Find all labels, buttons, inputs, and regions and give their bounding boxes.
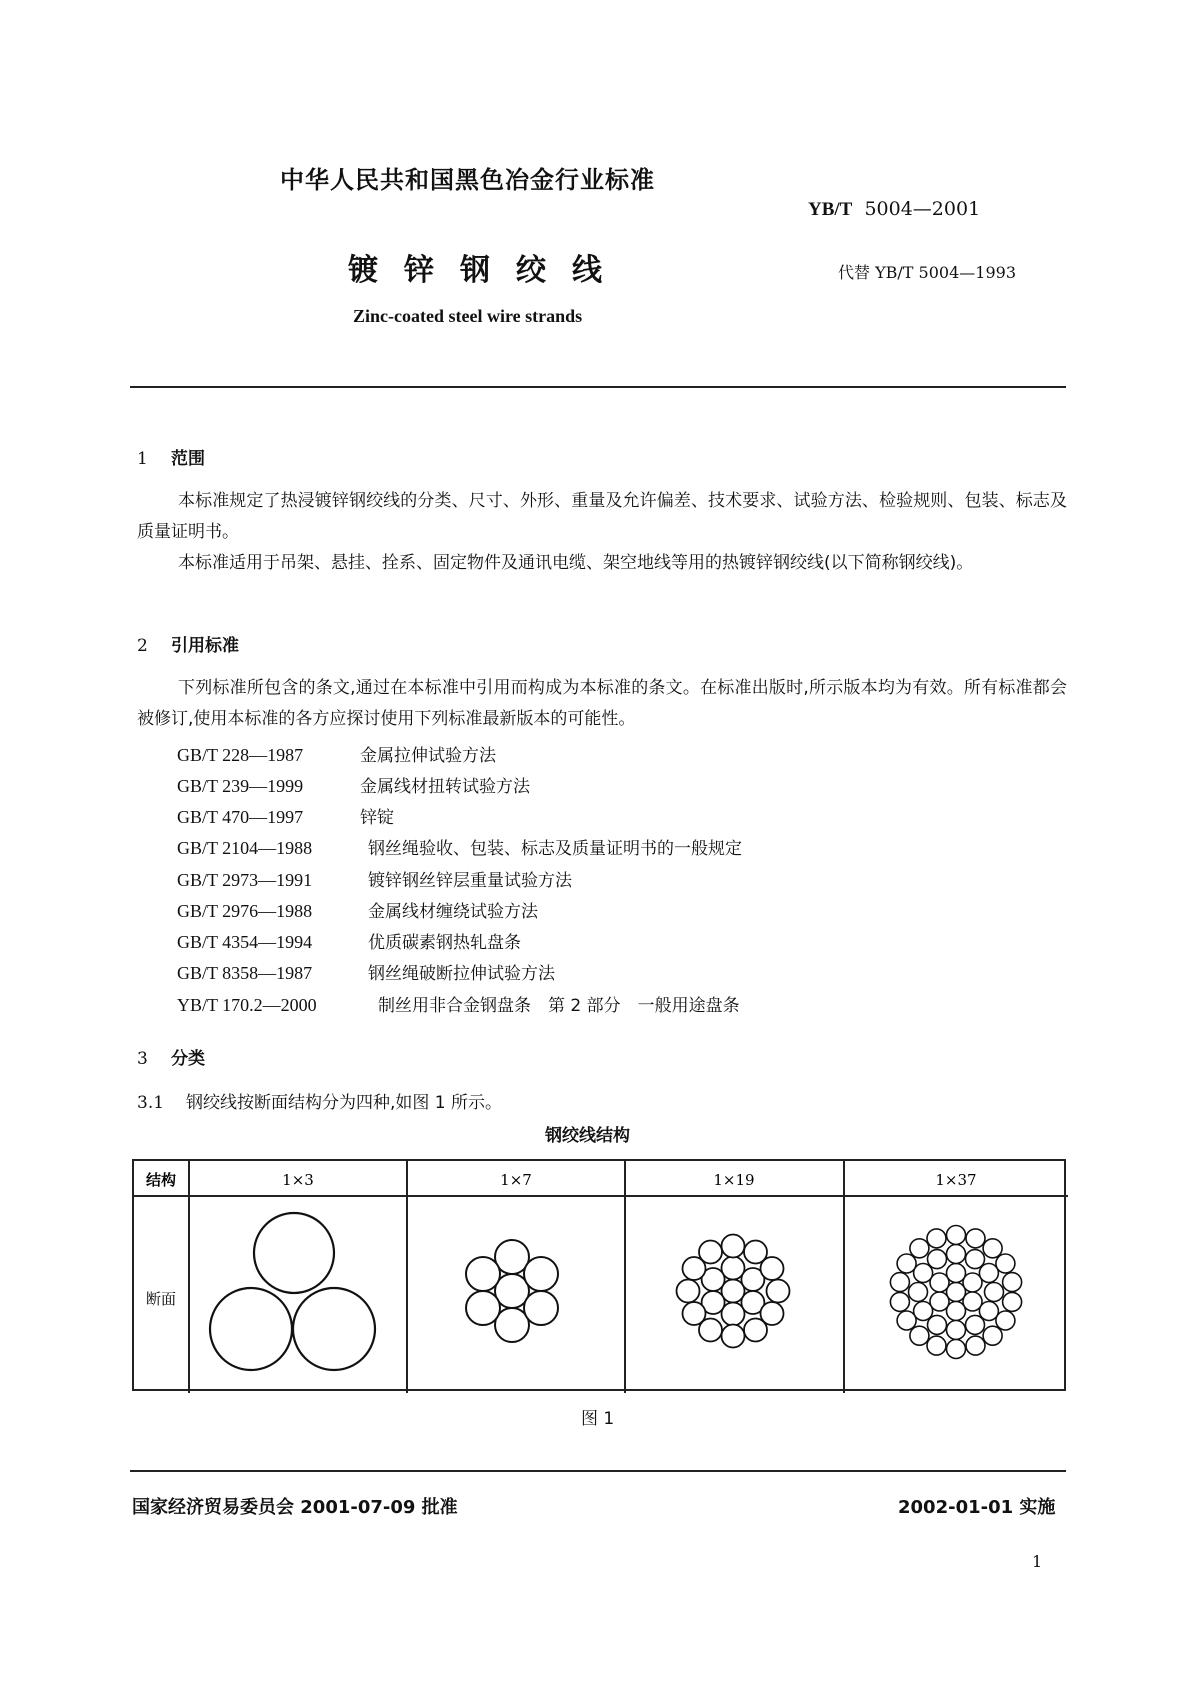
reference-name: 制丝用非合金钢盘条 第 2 部分 一般用途盘条	[378, 996, 740, 1016]
wire-circle	[966, 1336, 985, 1355]
wire-circle	[928, 1250, 947, 1269]
reference-item	[177, 991, 740, 1016]
section-number: 2	[137, 636, 148, 656]
reference-item	[177, 866, 572, 891]
footer-divider	[130, 1470, 1066, 1472]
wire-circle	[966, 1229, 985, 1248]
wire-circle	[947, 1245, 966, 1264]
section-title: 范围	[171, 449, 205, 469]
reference-item	[177, 928, 521, 953]
reference-code: GB/T 228—1987	[177, 745, 304, 765]
reference-code: GB/T 470—1997	[177, 807, 304, 827]
wire-circle	[909, 1283, 928, 1302]
wire-circle	[985, 1283, 1004, 1302]
reference-code: GB/T 2976—1988	[177, 901, 313, 921]
strand-structure-figure	[134, 1161, 1068, 1393]
section-3-heading	[137, 1044, 205, 1069]
reference-name: 金属线材缠绕试验方法	[368, 902, 538, 922]
wire-circle	[947, 1340, 966, 1359]
reference-name: 金属拉伸试验方法	[360, 746, 496, 766]
reference-item	[177, 772, 530, 797]
reference-name: 钢丝绳破断拉伸试验方法	[368, 964, 555, 984]
reference-code: YB/T 170.2—2000	[177, 995, 317, 1015]
document-title: 镀锌钢绞线	[348, 253, 628, 288]
reference-name: 金属线材扭转试验方法	[360, 777, 530, 797]
reference-item	[177, 834, 742, 859]
wire-circle	[293, 1288, 375, 1370]
subsection-number: 3.1	[137, 1093, 165, 1113]
wire-circle	[524, 1291, 558, 1325]
wire-circle	[897, 1311, 916, 1330]
section-2-heading	[137, 631, 239, 656]
row-header-structure: 结构	[145, 1171, 177, 1189]
column-label-1x19: 1×19	[713, 1171, 755, 1189]
section-1-heading	[137, 444, 205, 469]
cross-section-1x37	[890, 1226, 1021, 1359]
reference-name: 优质碳素钢热轧盘条	[368, 933, 521, 953]
section-title: 分类	[171, 1049, 205, 1069]
subsection-text: 钢绞线按断面结构分为四种,如图 1 所示。	[186, 1093, 503, 1113]
effective-date: 2002-01-01 实施	[898, 1497, 1056, 1518]
wire-circle	[966, 1315, 985, 1334]
wire-circle	[210, 1288, 292, 1370]
reference-name: 锌锭	[360, 808, 394, 828]
header-divider	[130, 386, 1066, 388]
replaces-standard: 代替 YB/T 5004—1993	[838, 263, 1016, 282]
cross-section-1x3	[210, 1213, 375, 1370]
reference-code: GB/T 239—1999	[177, 776, 304, 796]
standard-code-number: 5004—2001	[864, 198, 981, 220]
reference-code: GB/T 4354—1994	[177, 932, 313, 952]
approval-date: 国家经济贸易委员会 2001-07-09 批准	[132, 1497, 458, 1518]
wire-circle	[466, 1291, 500, 1325]
wire-circle	[761, 1257, 784, 1280]
wire-circle	[744, 1319, 767, 1342]
wire-circle	[996, 1311, 1015, 1330]
reference-name: 镀锌钢丝锌层重量试验方法	[368, 871, 572, 891]
document-title-english: Zinc-coated steel wire strands	[353, 306, 583, 326]
wire-circle	[1003, 1273, 1022, 1292]
reference-code: GB/T 2104—1988	[177, 838, 313, 858]
wire-circle	[996, 1254, 1015, 1273]
section-number: 3	[137, 1049, 148, 1069]
reference-item	[177, 959, 555, 984]
wire-circle	[1003, 1292, 1022, 1311]
wire-circle	[897, 1254, 916, 1273]
wire-circle	[254, 1213, 334, 1293]
section-1-paragraph-2: 本标准适用于吊架、悬挂、拴系、固定物件及通讯电缆、架空地线等用的热镀锌钢绞线(以下简称钢绞线)。	[178, 553, 974, 573]
wire-circle	[890, 1273, 909, 1292]
figure-table-title: 钢绞线结构	[545, 1126, 630, 1146]
wire-circle	[890, 1292, 909, 1311]
wire-circle	[699, 1241, 722, 1264]
wire-circle	[524, 1257, 558, 1291]
reference-code: GB/T 2973—1991	[177, 870, 313, 890]
wire-circle	[927, 1336, 946, 1355]
standard-code	[808, 198, 980, 221]
wire-circle	[947, 1321, 966, 1340]
reference-name: 钢丝绳验收、包装、标志及质量证明书的一般规定	[368, 839, 742, 859]
wire-circle	[683, 1302, 706, 1325]
reference-item	[177, 803, 394, 828]
page-number: 1	[1032, 1552, 1043, 1571]
wire-circle	[983, 1239, 1002, 1258]
subsection-3-1	[137, 1088, 502, 1113]
row-header-section: 断面	[145, 1290, 177, 1308]
section-2-paragraph: 下列标准所包含的条文,通过在本标准中引用而构成为本标准的条文。在标准出版时,所示版本均为有效。所有标准都会被修订,使用本标准的各方应探讨使用下列标准最新版本的可能性。	[137, 678, 1067, 729]
reference-item	[177, 741, 496, 766]
column-label-1x3: 1×3	[282, 1171, 314, 1189]
cross-section-1x19	[677, 1235, 790, 1348]
wire-circle	[910, 1239, 929, 1258]
wire-circle	[910, 1326, 929, 1345]
strand-structure-table	[132, 1159, 1066, 1391]
wire-circle	[767, 1280, 790, 1303]
section-1-paragraph-1: 本标准规定了热浸镀锌钢绞线的分类、尺寸、外形、重量及允许偏差、技术要求、试验方法、检验规则、包装、标志及质量证明书。	[137, 491, 1067, 542]
wire-circle	[983, 1326, 1002, 1345]
wire-circle	[927, 1229, 946, 1248]
wire-circle	[466, 1257, 500, 1291]
reference-code: GB/T 8358—1987	[177, 963, 313, 983]
figure-caption: 图 1	[581, 1409, 615, 1429]
column-label-1x7: 1×7	[500, 1171, 532, 1189]
standard-code-prefix: YB/T	[808, 199, 853, 220]
standard-category-title: 中华人民共和国黑色冶金行业标准	[280, 166, 655, 194]
section-title: 引用标准	[171, 636, 239, 656]
wire-circle	[947, 1226, 966, 1245]
reference-item	[177, 897, 538, 922]
cross-section-1x7	[466, 1240, 558, 1342]
wire-circle	[722, 1325, 745, 1348]
wire-circle	[677, 1280, 700, 1303]
section-number: 1	[137, 449, 148, 469]
column-label-1x37: 1×37	[935, 1171, 977, 1189]
wire-circle	[722, 1235, 745, 1258]
